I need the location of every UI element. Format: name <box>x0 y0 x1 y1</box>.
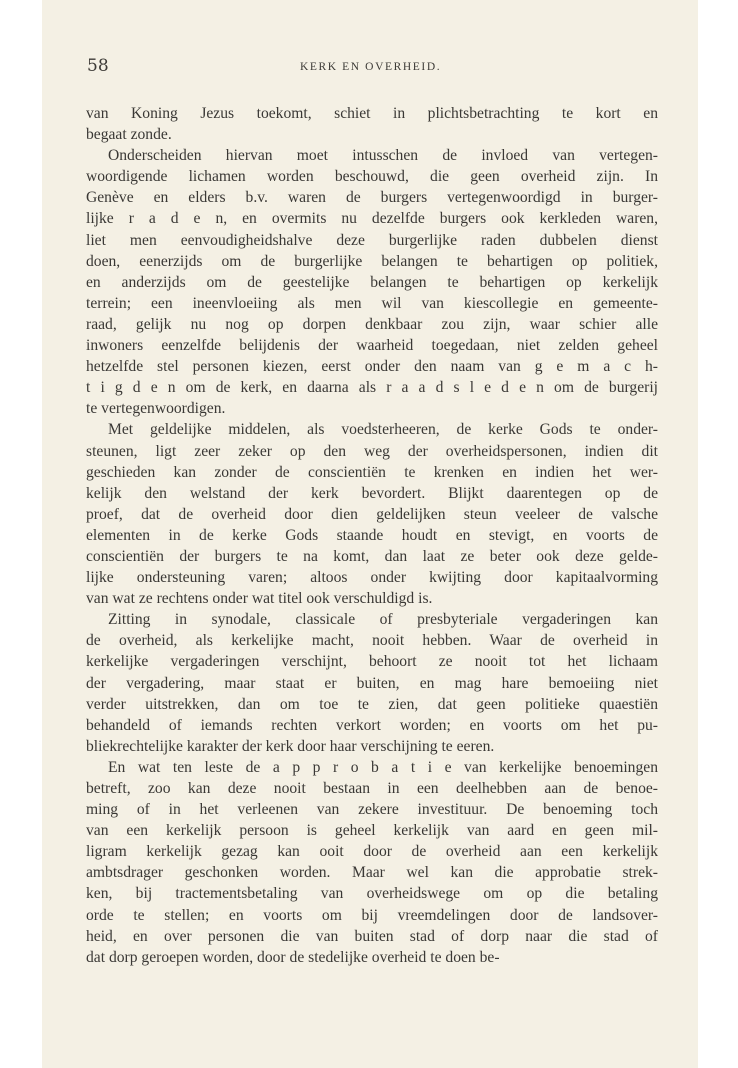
text-line: Onderscheiden hiervan moet intusschen de invloed van vertegen- <box>108 147 658 165</box>
text-line: kelijk den welstand der kerk bevordert. Blijkt daarentegen op de <box>86 484 658 502</box>
paragraph <box>86 757 658 968</box>
text-line: begaat zonde. <box>86 126 172 144</box>
text-line: hetzelfde stel personen kiezen, eerst onder den naam van g e m a c h- <box>86 358 658 376</box>
text-line: terrein; een ineenvloeiing als men wil van kiescollegie en gemeente- <box>86 294 658 312</box>
text-line: Zitting in synodale, classicale of presbyteriale vergaderingen kan <box>108 611 658 629</box>
text-line: elementen in de kerke Gods staande houdt en stevigt, en voorts de <box>86 526 658 544</box>
text-line: doen, eenerzijds om de burgerlijke belangen te behartigen op politiek, <box>86 252 658 270</box>
text-line: Genève en elders b.v. waren de burgers vertegenwoordigd in burger- <box>86 189 658 207</box>
text-line: proef, dat de overheid door dien geldelijken steun veeleer de valsche <box>86 505 658 523</box>
text-line: En wat ten leste de a p p r o b a t i e van kerkelijke benoemingen <box>108 758 658 776</box>
paragraph <box>86 609 658 757</box>
text-line: verder uitstrekken, dan om toe te zien, dat geen politieke quaestiën <box>86 695 658 713</box>
text-line: behandeld of iemands rechten verkort worden; en voorts om het pu- <box>86 716 658 734</box>
text-line: t i g d e n om de kerk, en daarna als r a a d s l e d e n om de burgerij <box>86 379 658 397</box>
text-line: de overheid, als kerkelijke macht, nooit hebben. Waar de overheid in <box>86 632 658 650</box>
text-line: ken, bij tractementsbetaling van overheidswege om op die betaling <box>86 885 658 903</box>
text-line: heid, en over personen die van buiten stad of dorp naar die stad of <box>86 927 658 945</box>
text-line: dat dorp geroepen worden, door de stedelijke overheid te doen be- <box>86 948 500 966</box>
text-line: ambtsdrager geschonken worden. Maar wel kan die approbatie strek- <box>86 864 658 882</box>
text-line: ming of in het verleenen van zekere investituur. De benoeming toch <box>86 801 658 819</box>
text-line: te vertegenwoordigen. <box>86 400 226 418</box>
text-line: liet men eenvoudigheidshalve deze burgerlijke raden dubbelen dienst <box>86 231 658 249</box>
text-line: woordigende lichamen worden beschouwd, die geen overheid zijn. In <box>86 168 658 186</box>
text-line: lijke r a d e n, en overmits nu dezelfde burgers ook kerkleden waren, <box>86 210 658 228</box>
text-line: orde te stellen; en voorts om bij vreemdelingen door de landsover- <box>86 906 658 924</box>
text-line: raad, gelijk nu nog op dorpen denkbaar zou zijn, waar schier alle <box>86 315 658 333</box>
text-line: steunen, ligt zeer zeker op den weg der overheidspersonen, indien dit <box>86 442 658 460</box>
text-line: kerkelijke vergaderingen verschijnt, behoort ze nooit tot het lichaam <box>86 653 658 671</box>
text-line: conscientiën der burgers te na komt, dan laat ze beter ook deze gelde- <box>86 547 658 565</box>
text-line: van Koning Jezus toekomt, schiet in plichtsbetrachting te kort en <box>86 105 658 122</box>
body-text <box>86 103 658 968</box>
text-line: der vergadering, maar staat er buiten, en mag hare bemoeiing niet <box>86 674 658 692</box>
paragraph <box>86 419 658 609</box>
text-line: bliekrechtelijke karakter der kerk door haar verschijning te eeren. <box>86 737 495 755</box>
paragraph <box>86 145 658 419</box>
text-line: Met geldelijke middelen, als voedsterheeren, de kerke Gods te onder- <box>108 421 658 439</box>
text-line: van een kerkelijk persoon is geheel kerkelijk van aard en geen mil- <box>86 822 658 840</box>
text-line: en anderzijds om de geestelijke belangen te behartigen op kerkelijk <box>86 273 658 291</box>
text-line: van wat ze rechtens onder wat titel ook verschuldigd is. <box>86 590 433 608</box>
running-title: KERK EN OVERHEID. <box>300 61 442 73</box>
text-line: inwoners eenzelfde belijdenis der waarheid toegedaan, niet zelden geheel <box>86 337 658 355</box>
text-line: geschieden kan zonder de conscientiën te krenken en indien het wer- <box>86 463 658 481</box>
page-number: 58 <box>87 56 109 76</box>
text-line: lijke ondersteuning varen; altoos onder kwijting door kapitaalvorming <box>86 569 658 587</box>
text-line: ligram kerkelijk gezag kan ooit door de overheid aan een kerkelijk <box>86 843 658 861</box>
text-line: betreft, zoo kan deze nooit bestaan in een deelhebben aan de benoe- <box>86 780 658 797</box>
paragraph <box>86 103 658 145</box>
